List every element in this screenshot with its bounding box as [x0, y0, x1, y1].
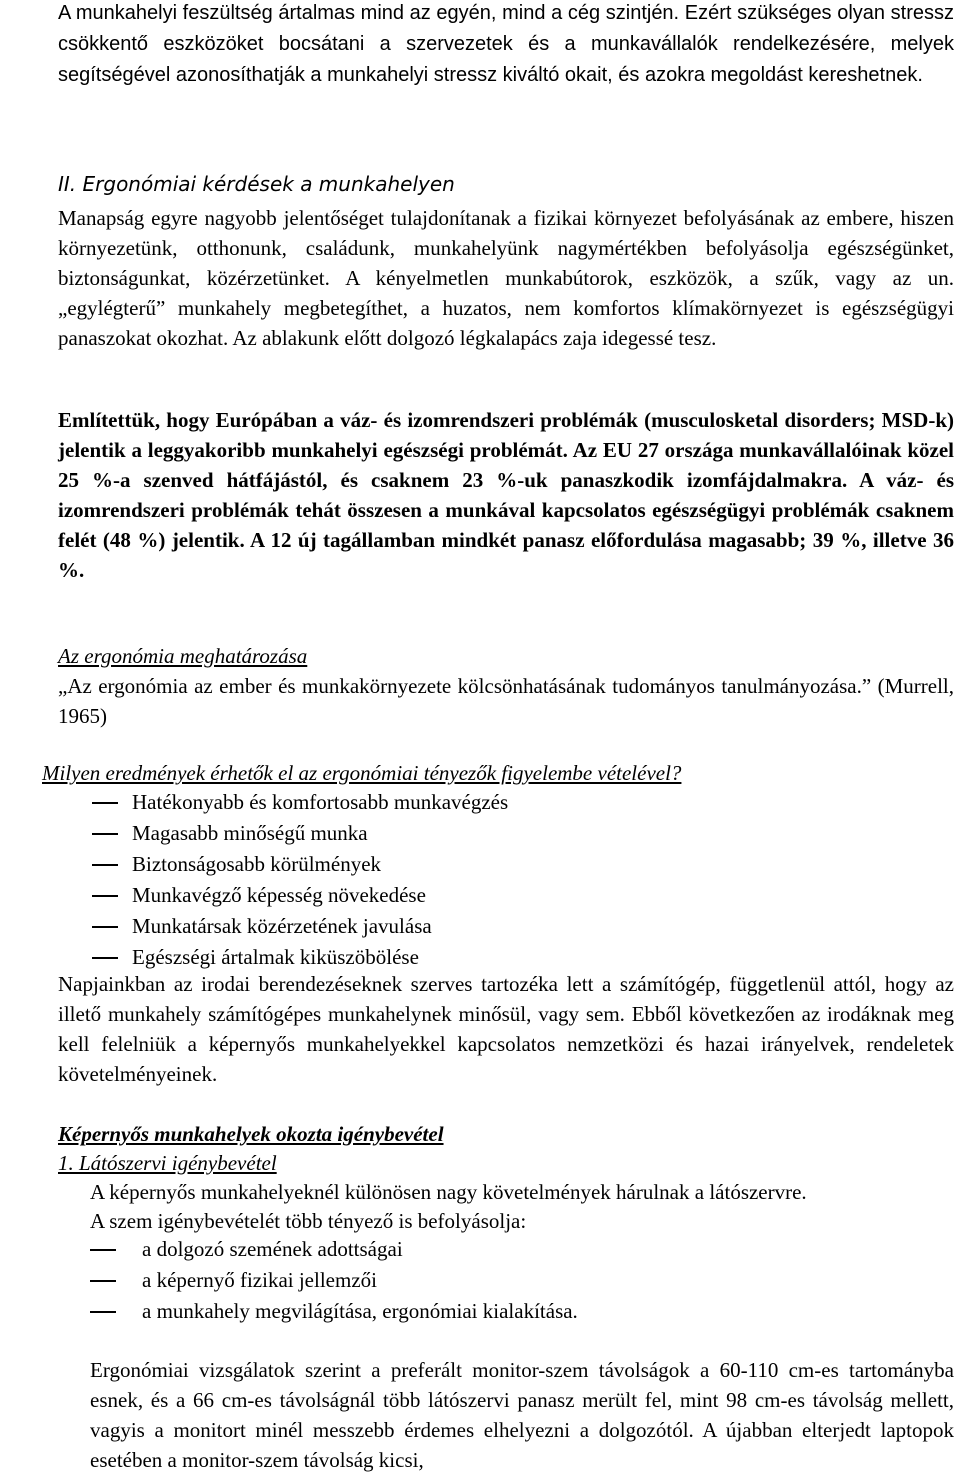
- msd-paragraph: Említettük, hogy Európában a váz- és izomrendszeri problémák (musculosketal disorders; MSD-k) jelentik a leggyakoribb munkahelyi egészségi problémát. Az EU 27 országa munkavállalóinak közel 25 %-a szenved hátfájástól, és csaknem 23 %-uk panaszkodik izomfájdalmakra. A váz- és izomrendszeri problémák tehát összesen a munkával kapcsolatos egészségügyi problémák csaknem felét (48 %) jelentik. A 12 új tagállamban mindkét panasz előfordulása magasabb; 39 %, illetve 36 %.: [58, 408, 954, 582]
- list-item: a dolgozó szemének adottságai: [90, 1234, 950, 1265]
- intro-paragraph: A munkahelyi feszültség ártalmas mind az egyén, mind a cég szintjén. Ezért szükséges olyan stressz csökkentő eszközöket bocsátani a szervezetek és a munkavállalók rendelkezésére, melyek segítségével azonosíthatják a munkahelyi stressz kiváltó okait, és azokra megoldást kereshetnek.: [58, 2, 954, 86]
- definition-quote: „Az ergonómia az ember és munkakörnyezete kölcsönhatásának tudományos tanulmányozása.” (Murrell, 1965): [58, 674, 954, 728]
- list-item: Munkavégző képesség növekedése: [92, 880, 952, 911]
- results-list: [92, 787, 952, 973]
- list-item: Biztonságosabb körülmények: [92, 849, 952, 880]
- list-item: a képernyő fizikai jellemzői: [90, 1265, 950, 1296]
- screen-line-2: A szem igénybevételét több tényező is befolyásolja:: [90, 1209, 527, 1233]
- screen-line-1: A képernyős munkahelyeknél különösen nagy követelmények hárulnak a látószervre.: [90, 1180, 807, 1204]
- monitor-distance-paragraph: Ergonómiai vizsgálatok szerint a preferált monitor-szem távolságok a 60-110 cm-es tartományba esnek, és a 66 cm-es távolságnál több látószervi panasz merült fel, mint 98 cm-es távolság mellett, vagyis a monitort minél messzebb érdemes elhelyezni a dolgozótól. A újabban elterjedt laptopok esetében a monitor-szem távolság kicsi,: [90, 1358, 954, 1472]
- list-item: Egészségi ártalmak kiküszöbölése: [92, 942, 952, 973]
- definition-heading: Az ergonómia meghatározása: [58, 644, 308, 668]
- list-item: Magasabb minőségű munka: [92, 818, 952, 849]
- screen-subheading: 1. Látószervi igénybevétel: [58, 1151, 277, 1175]
- factors-list: [90, 1234, 950, 1327]
- section-heading: II. Ergonómiai kérdések a munkahelyen: [58, 172, 455, 196]
- list-item: Hatékonyabb és komfortosabb munkavégzés: [92, 787, 952, 818]
- environment-paragraph: Manapság egyre nagyobb jelentőséget tulajdonítanak a fizikai környezet befolyásának az embere, hiszen környezetünk, otthonunk, családunk, munkahelyünk nagymértékben befolyásolja egészségünket, biztonságunkat, közérzetünket. A kényelmetlen munkabútorok, eszközök, a szűk, vagy az un. „egylégterű” munkahely megbetegíthet, a huzatos, nem komfortos klímakörnyezet is egészségügyi panaszokat okozhat. Az ablakunk előtt dolgozó légkalapács zaja idegessé tesz.: [58, 206, 954, 350]
- list-item: a munkahely megvilágítása, ergonómiai kialakítása.: [90, 1296, 950, 1327]
- list-item: Munkatársak közérzetének javulása: [92, 911, 952, 942]
- screen-heading: Képernyős munkahelyek okozta igénybevétel: [58, 1122, 444, 1146]
- results-question: Milyen eredmények érhetők el az ergonómiai tényezők figyelembe vételével?: [42, 761, 682, 785]
- office-paragraph: Napjainkban az irodai berendezéseknek szerves tartozéka lett a számítógép, függetlenül attól, hogy az illető munkahely számítógépes munkahelynek minősül, vagy sem. Ebből következően az irodáknak meg kell felelniük a képernyős munkahelyekkel kapcsolatos nemzetközi és hazai irányelvek, rendeletek követelményeinek.: [58, 972, 954, 1086]
